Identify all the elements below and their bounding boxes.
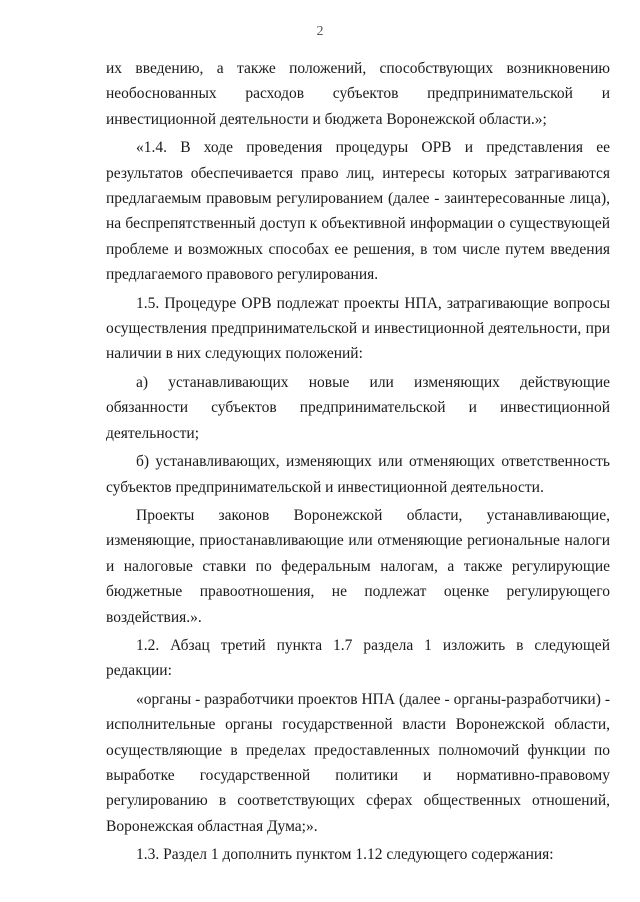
paragraph-1-5: 1.5. Процедуре ОРВ подлежат проекты НПА, затрагивающие вопросы осуществления предпринимательской и инвестиционной деятельности, при наличии в них следующих положений:	[106, 294, 610, 363]
page-number: 2	[316, 24, 324, 39]
document-body	[106, 56, 610, 871]
paragraph-laws-exception: Проекты законов Воронежской области, устанавливающие, изменяющие, приостанавливающие или отменяющие региональные налоги и налоговые ставки по федеральным налогам, а также регулирующие бюджетные правоотношения, не подлежат оценке регулирующего воздействия.».	[106, 506, 610, 626]
paragraph-1-4: «1.4. В ходе проведения процедуры ОРВ и представления ее результатов обеспечивается право лиц, интересы которых затрагиваются предлагаемым правовым регулированием (далее - заинтересованные лица), на беспрепятственный доступ к объективной информации о существующей проблеме и возможных способах ее решения, в том числе путем введения предлагаемого правового регулирования.	[106, 139, 610, 284]
paragraph-continuation: их введению, а также положений, способствующих возникновению необоснованных расходов субъектов предпринимательской и инвестиционной деятельности и бюджета Воронежской области.»;	[106, 60, 610, 128]
paragraph-item-a: а) устанавливающих новые или изменяющих действующие обязанности субъектов предпринимательской и инвестиционной деятельности;	[106, 373, 610, 442]
paragraph-item-b: б) устанавливающих, изменяющих или отменяющих ответственность субъектов предпринимательской и инвестиционной деятельности.	[106, 453, 610, 496]
paragraph-1-3: 1.3. Раздел 1 дополнить пунктом 1.12 следующего содержания:	[136, 846, 554, 864]
paragraph-developers-definition: «органы - разработчики проектов НПА (далее - органы-разработчики) - исполнительные органы государственной власти Воронежской области, осуществляющие в пределах предоставленных полномочий функции по выработке государственной политики и нормативно-правовому регулированию в соответствующих сферах общественных отношений, Воронежская областная Дума;».	[106, 690, 610, 835]
paragraph-1-2: 1.2. Абзац третий пункта 1.7 раздела 1 изложить в следующей редакции:	[106, 636, 610, 680]
